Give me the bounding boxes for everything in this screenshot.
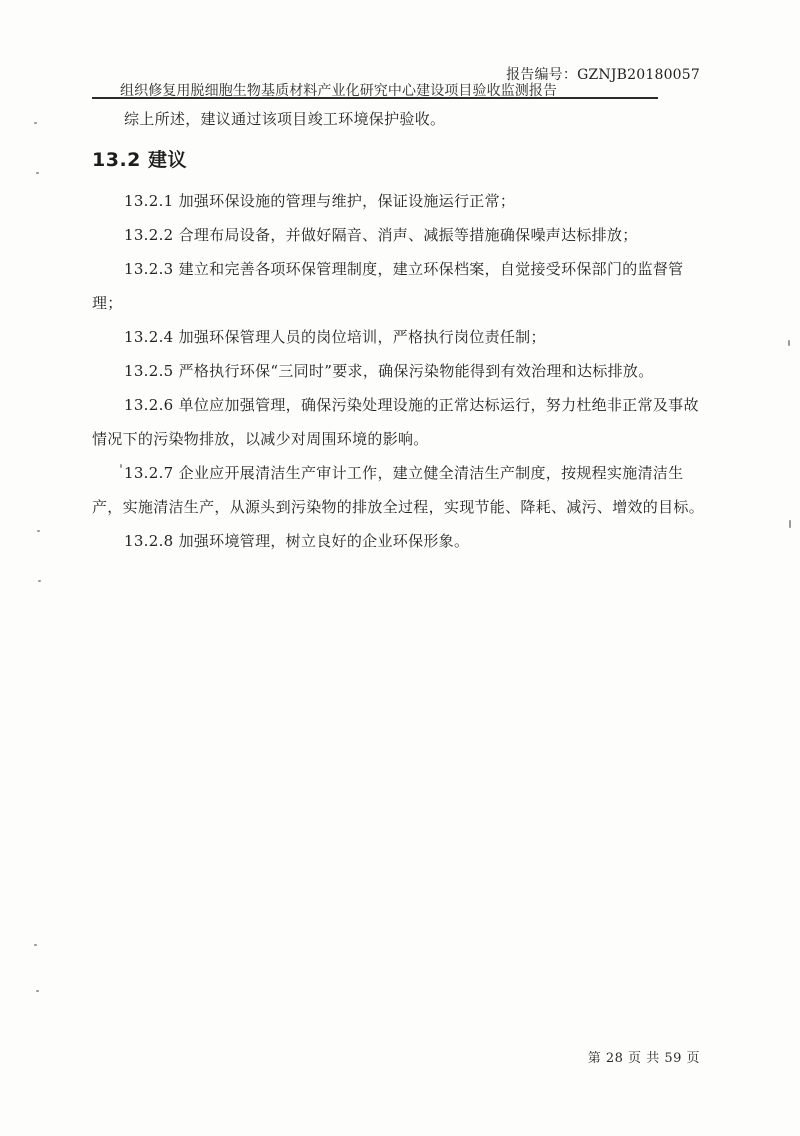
header-divider [92,97,658,99]
recommendation-item: 13.2.1 加强环保设施的管理与维护，保证设施运行正常； [124,192,516,210]
scan-speck [34,944,37,946]
recommendation-item: 13.2.5 严格执行环保“三同时”要求，确保污染物能得到有效治理和达标排放。 [124,362,654,380]
report-header-title: 组织修复用脱细胞生物基质材料产业化研究中心建设项目验收监测报告 [120,83,558,99]
scan-speck [36,990,39,992]
recommendation-item: 13.2.4 加强环保管理人员的岗位培训，严格执行岗位责任制； [124,328,546,346]
recommendation-item: 13.2.2 合理布局设备，并做好隔音、消声、减振等措施确保噪声达标排放； [124,226,638,244]
document-body [92,102,714,558]
recommendation-item: 13.2.3 建立和完善各项环保管理制度，建立环保档案，自觉接受环保部门的监督管理； [92,260,684,312]
conclusion-paragraph: 综上所述，建议通过该项目竣工环境保护验收。 [124,110,446,128]
report-number: 报告编号：GZNJB20180057 [506,67,700,83]
recommendation-item: 13.2.7 企业应开展清洁生产审计工作，建立健全清洁生产制度，按规程实施清洁生产，实施清洁生产，从源头到污染物的排放全过程，实现节能、降耗、减污、增效的目标。 [92,464,705,516]
scan-speck [34,122,37,124]
scan-speck [788,340,790,346]
page-number: 第 28 页 共 59 页 [587,1051,700,1066]
scan-speck [38,580,41,582]
recommendation-item: 13.2.8 加强环境管理，树立良好的企业环保形象。 [124,532,470,550]
scan-speck [36,172,39,174]
scan-speck [789,520,791,528]
recommendation-item: 13.2.6 单位应加强管理，确保污染处理设施的正常达标运行，努力杜绝非正常及事故情况下的污染物排放，以减少对周围环境的影响。 [92,396,699,448]
scan-speck [120,464,122,468]
section-heading: 13.2 建议 [92,149,187,171]
scan-speck [37,530,40,532]
